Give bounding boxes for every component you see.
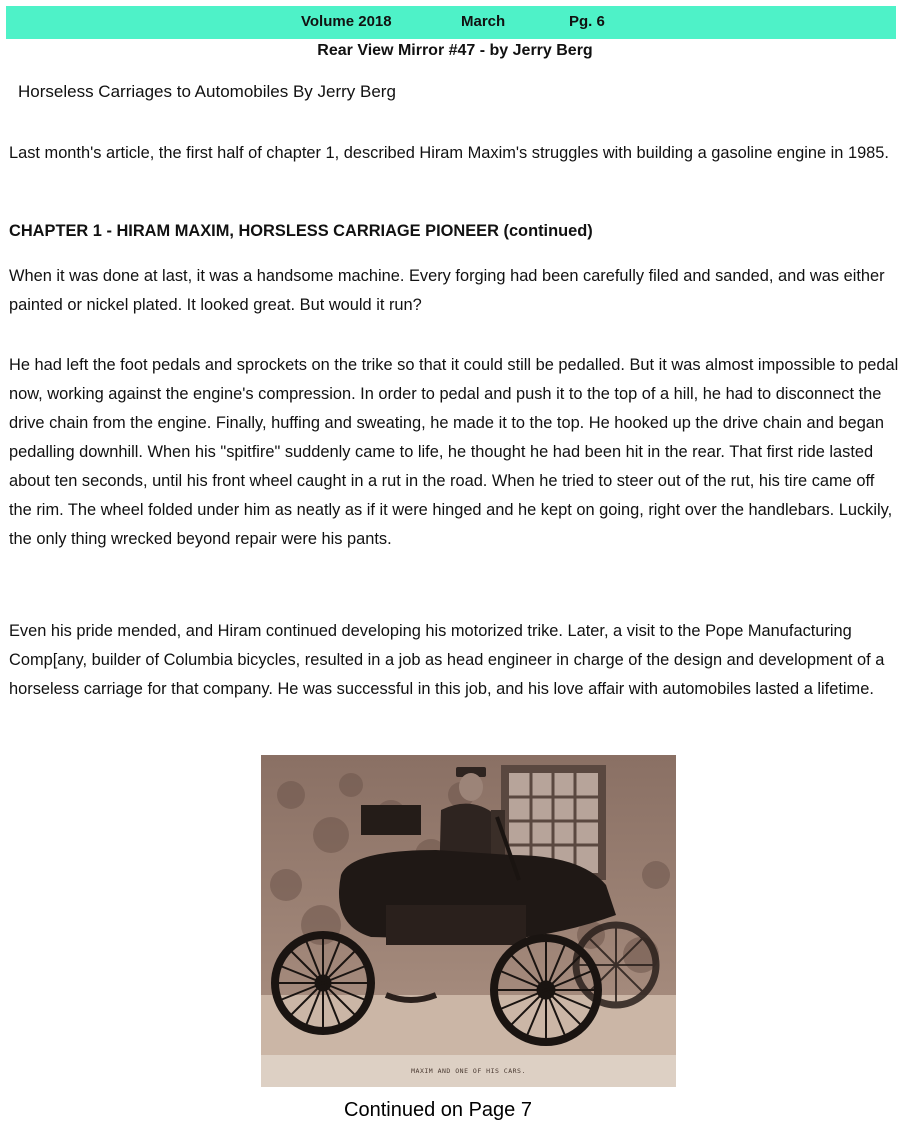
paragraph-first-ride: He had left the foot pedals and sprockets on the trike so that it could still be pedalled. But it was almost impossible to pedal now, working against the engine's compression. In order to pedal and push it to the top of a hill, he had to disconnect the drive chain from the engine. Finally, huffing and sweating, he made it to the top. He hooked up the drive chain and began pedalling downhill. When his "spitfire" suddenly came to life, he thought he had been hit in the rear. That first ride lasted about ten seconds, until his front wheel caught in a rut in the road. When he tried to steer out of the rut, his tire came off the rim. The wheel folded under him as neatly as if it were hinged and he kept on going, right over the handlebars. Luckily, the only thing wrecked beyond repair were his pants. — [9, 356, 899, 548]
rear-wheel — [275, 935, 371, 1031]
page-number: Pg. 6 — [569, 13, 605, 30]
column-title: Rear View Mirror #47 - by Jerry Berg — [317, 42, 593, 59]
header-bar — [6, 6, 896, 39]
volume-label: Volume 2018 — [301, 13, 392, 30]
continued-note: Continued on Page 7 — [344, 1099, 532, 1121]
article-title: Horseless Carriages to Automobiles By Jerry Berg — [18, 82, 396, 101]
month-label: March — [461, 13, 506, 30]
intro-paragraph: Last month's article, the first half of chapter 1, described Hiram Maxim's struggles with building a gasoline engine in 1985. — [9, 144, 889, 162]
paragraph-machine: When it was done at last, it was a handsome machine. Every forging had been carefully filed and sanded, and was either painted or nickel plated. It looked great. But would it run? — [9, 267, 885, 314]
car-photo-illustration — [261, 755, 676, 1087]
chapter-heading: CHAPTER 1 - HIRAM MAXIM, HORSLESS CARRIAGE PIONEER (continued) — [9, 222, 593, 240]
photo-caption: MAXIM AND ONE OF HIS CARS. — [411, 1067, 526, 1075]
front-wheel — [494, 938, 598, 1042]
paragraph-pope-manufacturing: Even his pride mended, and Hiram continued developing his motorized trike. Later, a visit to the Pope Manufacturing Comp[any, builder of Columbia bicycles, resulted in a job as head engineer in charge of the design and development of a horseless carriage for that company. He was successful in this job, and his love affair with automobiles lasted a lifetime. — [9, 622, 885, 698]
historic-car-photo — [261, 755, 676, 1087]
